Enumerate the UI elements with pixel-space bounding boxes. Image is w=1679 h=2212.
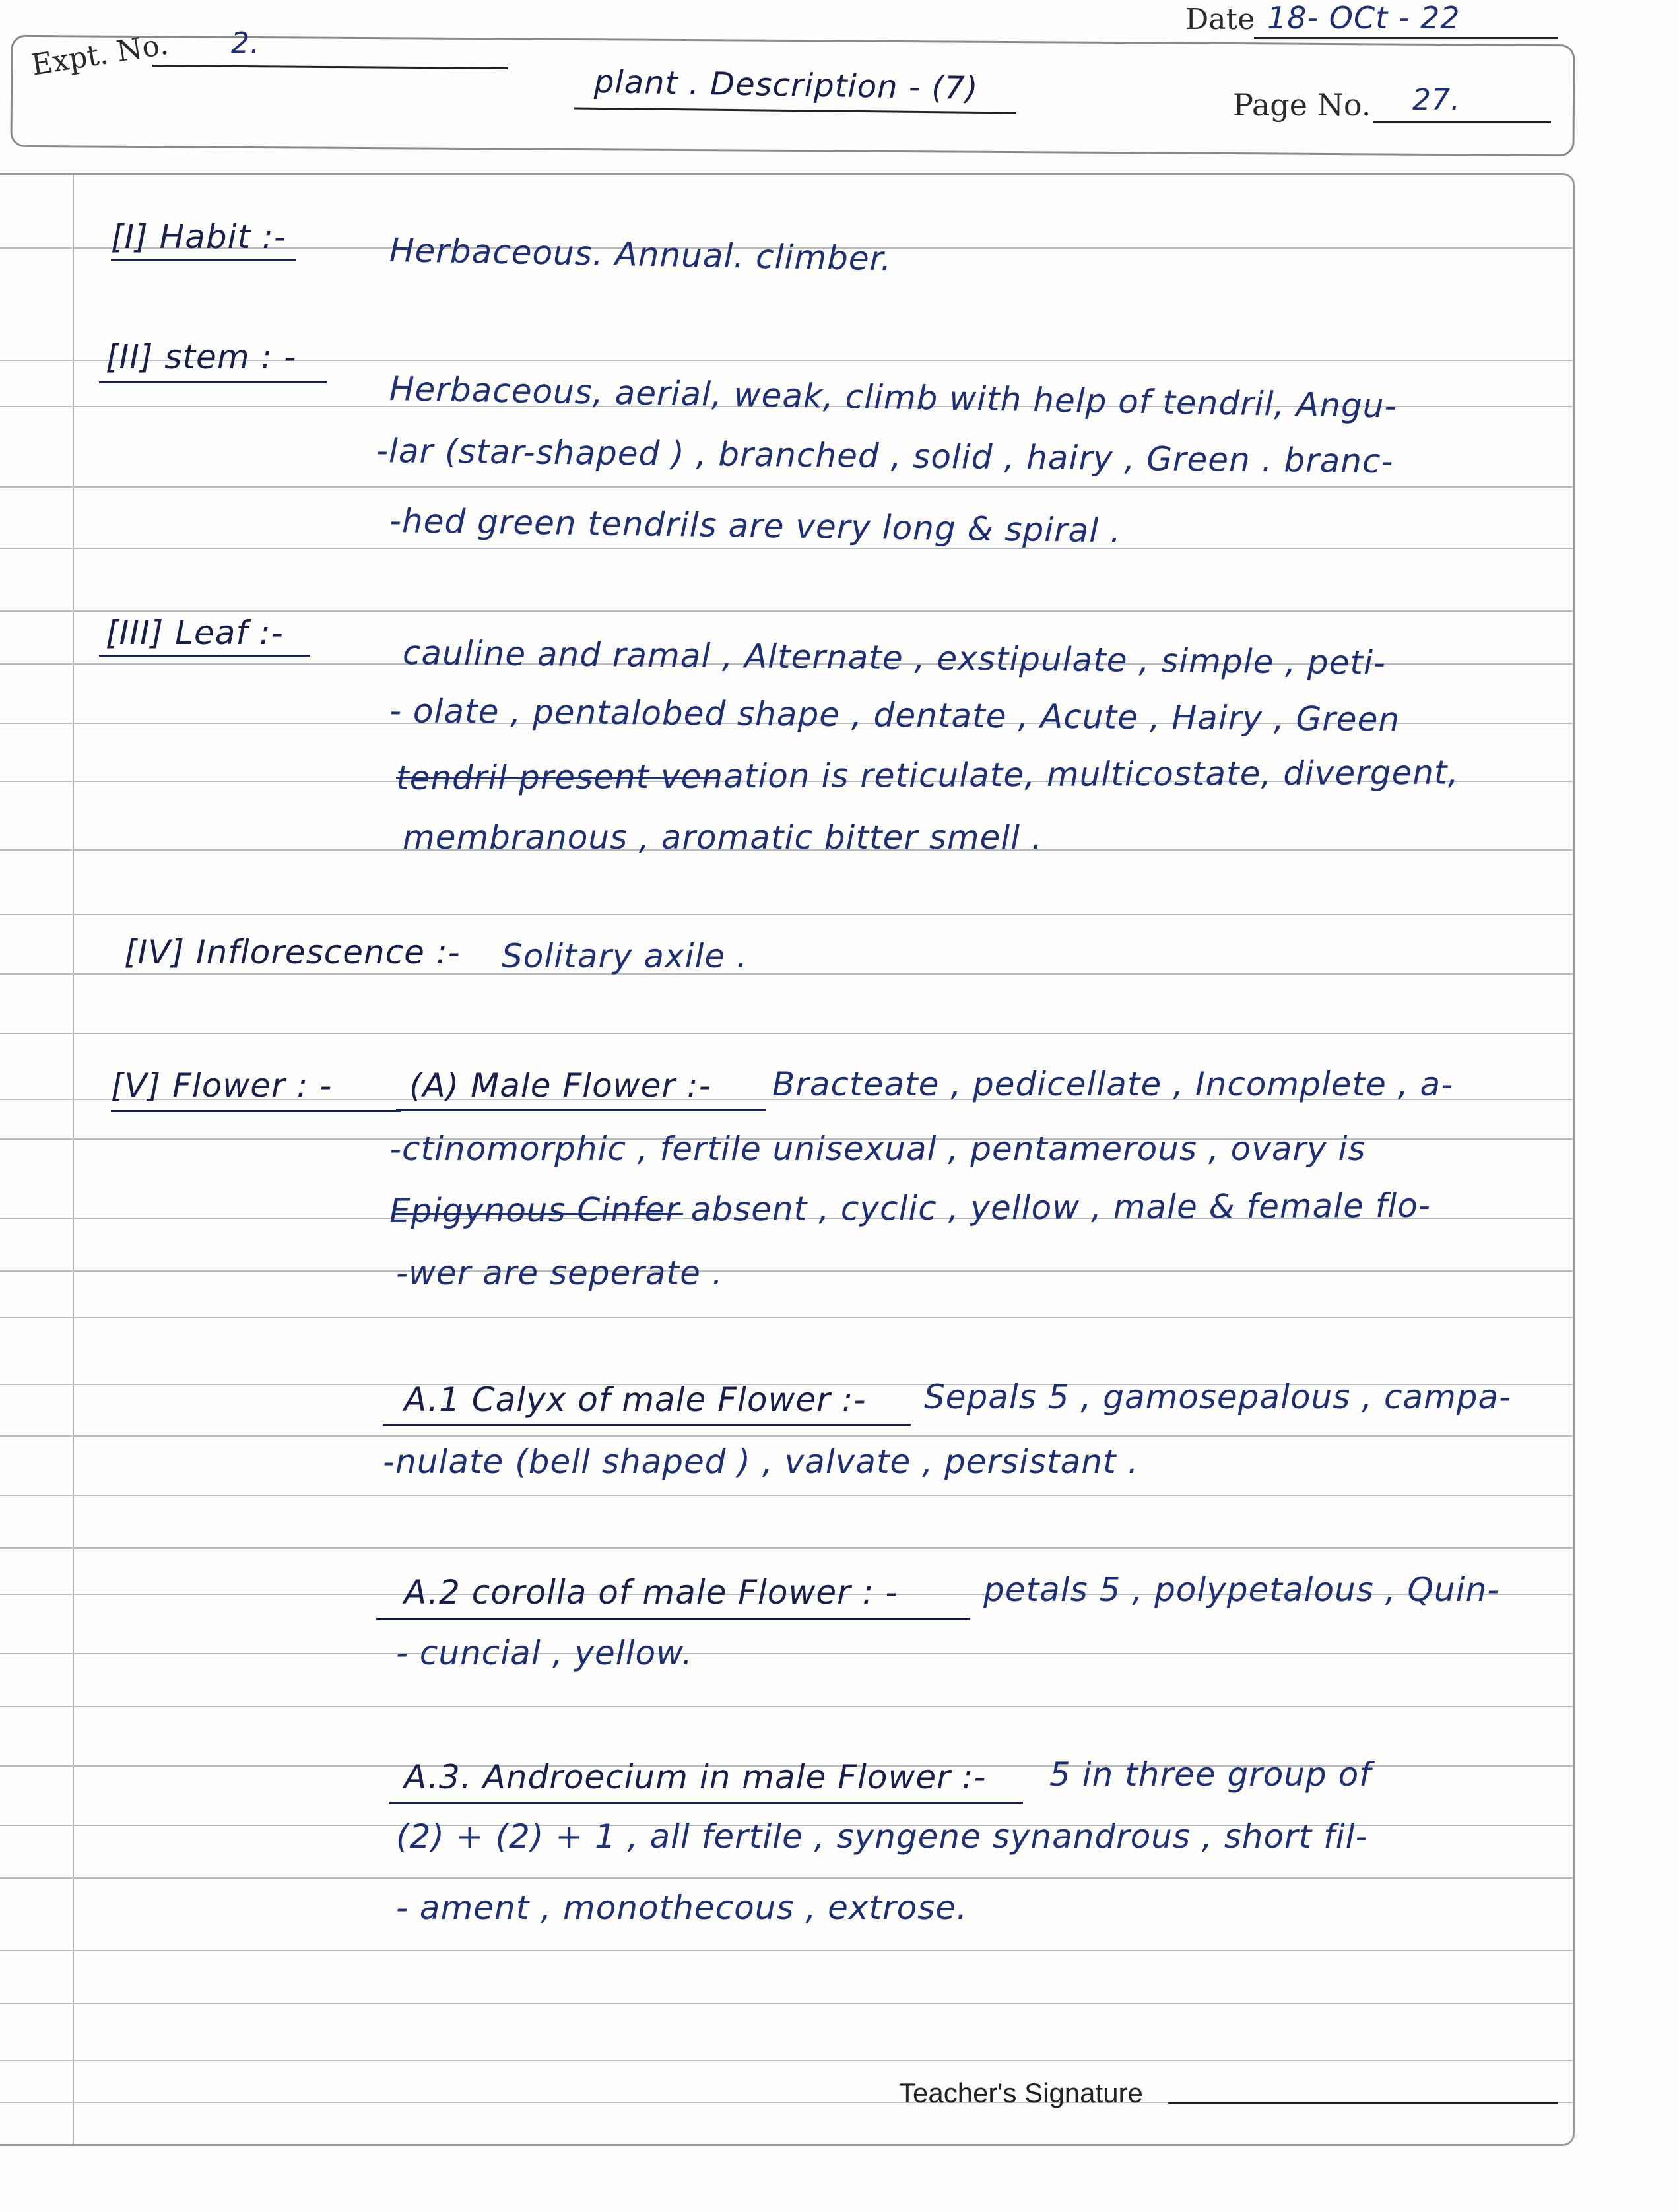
- stem-heading: [II] stem : -: [106, 338, 297, 376]
- ruled-line: [0, 1877, 1573, 1879]
- ruled-line: [0, 548, 1573, 549]
- habit-line-1: Herbaceous. Annual. climber.: [389, 231, 892, 278]
- teacher-signature-line[interactable]: [1168, 2102, 1558, 2104]
- androecium-line-2: (2) + (2) + 1 , all fertile , syngene synandrous , short fil-: [396, 1817, 1368, 1856]
- leaf-line-4: membranous , aromatic bitter smell .: [403, 818, 1043, 857]
- ruled-line: [0, 1033, 1573, 1034]
- leaf-line-3-strikethrough: [396, 777, 719, 779]
- corolla-heading: A.2 corolla of male Flower : -: [404, 1573, 898, 1611]
- date-value: 18- OCt - 22: [1267, 0, 1461, 36]
- stem-line-2: -lar (star-shaped ) , branched , solid , hairy , Green . branc-: [376, 432, 1394, 481]
- ruled-line: [0, 973, 1573, 975]
- habit-heading-underline: [111, 259, 296, 261]
- androecium-heading: A.3. Androecium in male Flower :-: [404, 1758, 987, 1796]
- leaf-heading-underline: [99, 655, 310, 657]
- ruled-line: [0, 914, 1573, 915]
- flower-line-3-strikethrough: [393, 1213, 683, 1215]
- leaf-heading: [III] Leaf :-: [106, 614, 284, 652]
- stem-line-1: Herbaceous, aerial, weak, climb with help of tendril, Angu-: [389, 370, 1398, 426]
- flower-line-3: Epigynous Cinfer absent , cyclic , yellow , male & female flo-: [389, 1186, 1432, 1230]
- page-no-underline: [1373, 121, 1551, 123]
- flower-heading: [V] Flower : -: [111, 1066, 333, 1105]
- inflorescence-heading: [IV] Inflorescence :-: [124, 933, 461, 971]
- androecium-line-3: - ament , monothecous , extrose.: [396, 1889, 968, 1927]
- ruled-line: [0, 610, 1573, 612]
- page-no-label: Page No.: [1233, 87, 1371, 123]
- inflorescence-line-1: Solitary axile .: [502, 937, 748, 975]
- corolla-line-1: petals 5 , polypetalous , Quin-: [983, 1571, 1500, 1609]
- flower-line-1: Bracteate , pedicellate , Incomplete , a-: [772, 1065, 1454, 1103]
- leaf-line-3: tendril present venation is reticulate, multicostate, divergent,: [395, 753, 1459, 797]
- androecium-line-1: 5 in three group of: [1049, 1755, 1371, 1794]
- androecium-heading-underline: [389, 1802, 1023, 1804]
- date-label: Date: [1185, 3, 1255, 36]
- margin-rule: [73, 175, 74, 2144]
- flower-line-2: -ctinomorphic , fertile unisexual , pentamerous , ovary is: [389, 1130, 1366, 1168]
- ruled-line: [0, 1317, 1573, 1318]
- calyx-line-2: -nulate (bell shaped ) , valvate , persistant .: [383, 1443, 1139, 1481]
- male-flower-heading: (A) Male Flower :-: [409, 1066, 711, 1105]
- leaf-line-2: - olate , pentalobed shape , dentate , Acute , Hairy , Green: [389, 692, 1400, 739]
- ruled-line: [0, 1950, 1573, 1951]
- ruled-line: [0, 486, 1573, 488]
- expt-no-label: Expt. No.: [29, 27, 171, 82]
- page-no-value: 27.: [1412, 83, 1461, 117]
- expt-no-value: 2.: [231, 26, 260, 60]
- ruled-line: [0, 1547, 1573, 1549]
- ruled-line: [0, 2003, 1573, 2004]
- ruled-line: [0, 1495, 1573, 1496]
- calyx-line-1: Sepals 5 , gamosepalous , campa-: [924, 1378, 1512, 1416]
- leaf-line-1: cauline and ramal , Alternate , exstipulate , simple , peti-: [402, 634, 1387, 682]
- stem-heading-underline: [99, 381, 327, 383]
- ruled-line: [0, 1435, 1573, 1437]
- calyx-heading-underline: [383, 1424, 911, 1426]
- calyx-heading: A.1 Calyx of male Flower :-: [404, 1381, 867, 1419]
- male-flower-heading-underline: [396, 1109, 766, 1111]
- ruled-line: [0, 1270, 1573, 1272]
- flower-line-4: -wer are seperate .: [396, 1254, 723, 1292]
- page-title: plant . Description - (7): [593, 63, 979, 108]
- teacher-signature-label: Teacher's Signature: [899, 2077, 1143, 2108]
- corolla-heading-underline: [376, 1618, 970, 1620]
- habit-heading: [I] Habit :-: [111, 218, 286, 256]
- ruled-line: [0, 1706, 1573, 1707]
- stem-line-3: -hed green tendrils are very long & spiral .: [389, 502, 1122, 550]
- flower-heading-underline: [111, 1110, 401, 1112]
- date-underline: [1254, 37, 1558, 39]
- corolla-line-2: - cuncial , yellow.: [396, 1634, 693, 1672]
- ruled-line: [0, 2060, 1573, 2061]
- ruled-line: [0, 1653, 1573, 1654]
